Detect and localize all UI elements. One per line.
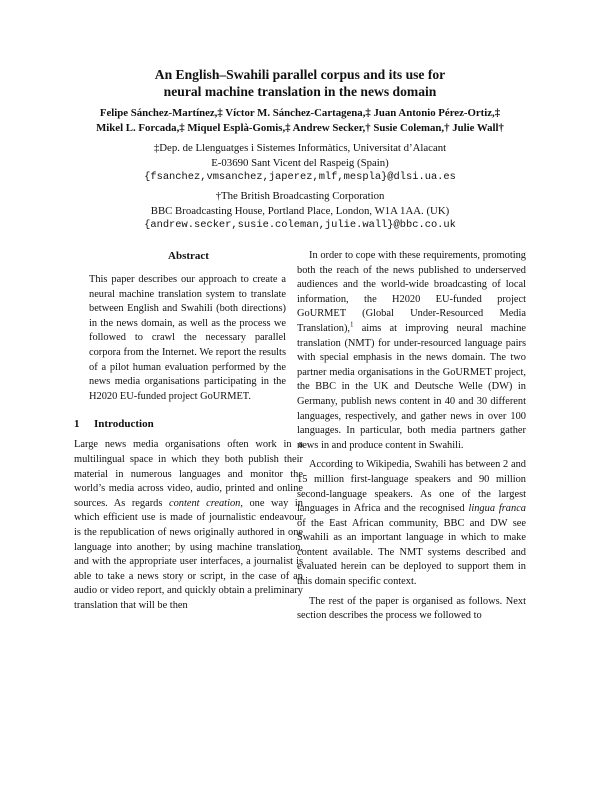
section-title: Introduction bbox=[94, 418, 154, 431]
authors-line-2: Mikel L. Forcada,‡ Miquel Esplà-Gomis,‡ Andrew Secker,† Susie Coleman,† Julie Wall† bbox=[96, 122, 504, 134]
affiliation-alacant bbox=[90, 141, 510, 185]
left-column bbox=[74, 249, 303, 788]
affiliation-bbc-address: BBC Broadcasting House, Portland Place, London, W1A 1AA. (UK) bbox=[150, 204, 450, 217]
right-column bbox=[297, 249, 526, 622]
affiliation-bbc bbox=[90, 189, 510, 233]
affiliation-alacant-email: {fsanchez,vmsanchez,japerez,mlf,mespla}@dlsi.ua.es bbox=[144, 171, 456, 184]
section-number: 1 bbox=[74, 418, 80, 431]
affiliation-alacant-dept: ‡Dep. de Llenguatges i Sistemes Informàtics, Universitat d’Alacant bbox=[153, 142, 447, 154]
paragraph-organisation: The rest of the paper is organised as follows. Next section describes the process we followed to bbox=[297, 595, 526, 622]
emphasis-content-creation: content creation bbox=[168, 497, 241, 509]
author-list bbox=[62, 106, 538, 136]
emphasis-lingua-franca: lingua franca bbox=[468, 503, 526, 515]
right-column-body bbox=[297, 249, 526, 622]
affiliation-bbc-email: {andrew.secker,susie.coleman,julie.wall}@bbc.co.uk bbox=[144, 219, 456, 232]
title-line-1: An English–Swahili parallel corpus and its use for bbox=[154, 67, 446, 82]
abstract-text: This paper describes our approach to create a neural machine translation system to translate between English and Swahili (both directions) in the news domain, as well as the process we followed to crawl the necessary parallel corpora from the Internet. We report the results of a pilot human evaluation performed by the news media organisations participating in the H2020 EU-funded project GoURMET. bbox=[89, 274, 286, 402]
affiliation-bbc-org: †The British Broadcasting Corporation bbox=[215, 190, 385, 202]
paragraph-gourmet: In order to cope with these requirements, promoting both the reach of the news published to underserved audiences and the world-wide broadcasting of local information, the H2020 EU-funded project GoURMET (Global Under-Resourced Media Translation),$^1$ aims at improving neural machine translation (NMT) for under-resourced language pairs with special emphasis in the news domain. The two partner media organisations in the GoURMET project, the BBC in the UK and Deutsche Welle (DW) in Germany, publish news content in 40 and 30 different languages, respectively, and gather news in over 100 languages. In particular, both media partners gather news in and produce content in Swahili. bbox=[297, 250, 526, 451]
affiliation-alacant-address: E-03690 Sant Vicent del Raspeig (Spain) bbox=[211, 156, 389, 169]
authors-line-1: Felipe Sánchez-Martínez,‡ Víctor M. Sánchez-Cartagena,‡ Juan Antonio Pérez-Ortiz,‡ bbox=[99, 107, 501, 119]
introduction-body bbox=[74, 438, 303, 788]
introduction-paragraph: Large news media organisations often work in a multilingual space in which they both publish their material in numerous languages and monitor the world’s media across video, audio, printed and online sources. As regards content creation, one way in which efficient use is made of journalistic endeavour is the republication of news originally authored in one language into another; by using machine translation, and with the appropriate user interfaces, a journalist is able to take a news story or script, in the case of an audio or video report, and quickly obtain a preliminary translation that will be then bbox=[74, 439, 303, 611]
title-line-2: neural machine translation in the news domain bbox=[163, 84, 437, 99]
paragraph-swahili: According to Wikipedia, Swahili has between 2 and 15 million first-language speakers and 90 million second-language speakers. As one of the largest languages in Africa and the recognised lingua franca of the East African community, BBC and DW see Swahili as an important language in which to make content available. The NMT systems described and evaluated herein can be deployed to support them in this domain specific context. bbox=[297, 459, 526, 588]
footnote-marker[interactable]: 1 bbox=[350, 320, 354, 329]
paper-title bbox=[90, 66, 510, 100]
abstract-heading: Abstract bbox=[168, 250, 209, 262]
section-heading-introduction bbox=[74, 417, 303, 431]
